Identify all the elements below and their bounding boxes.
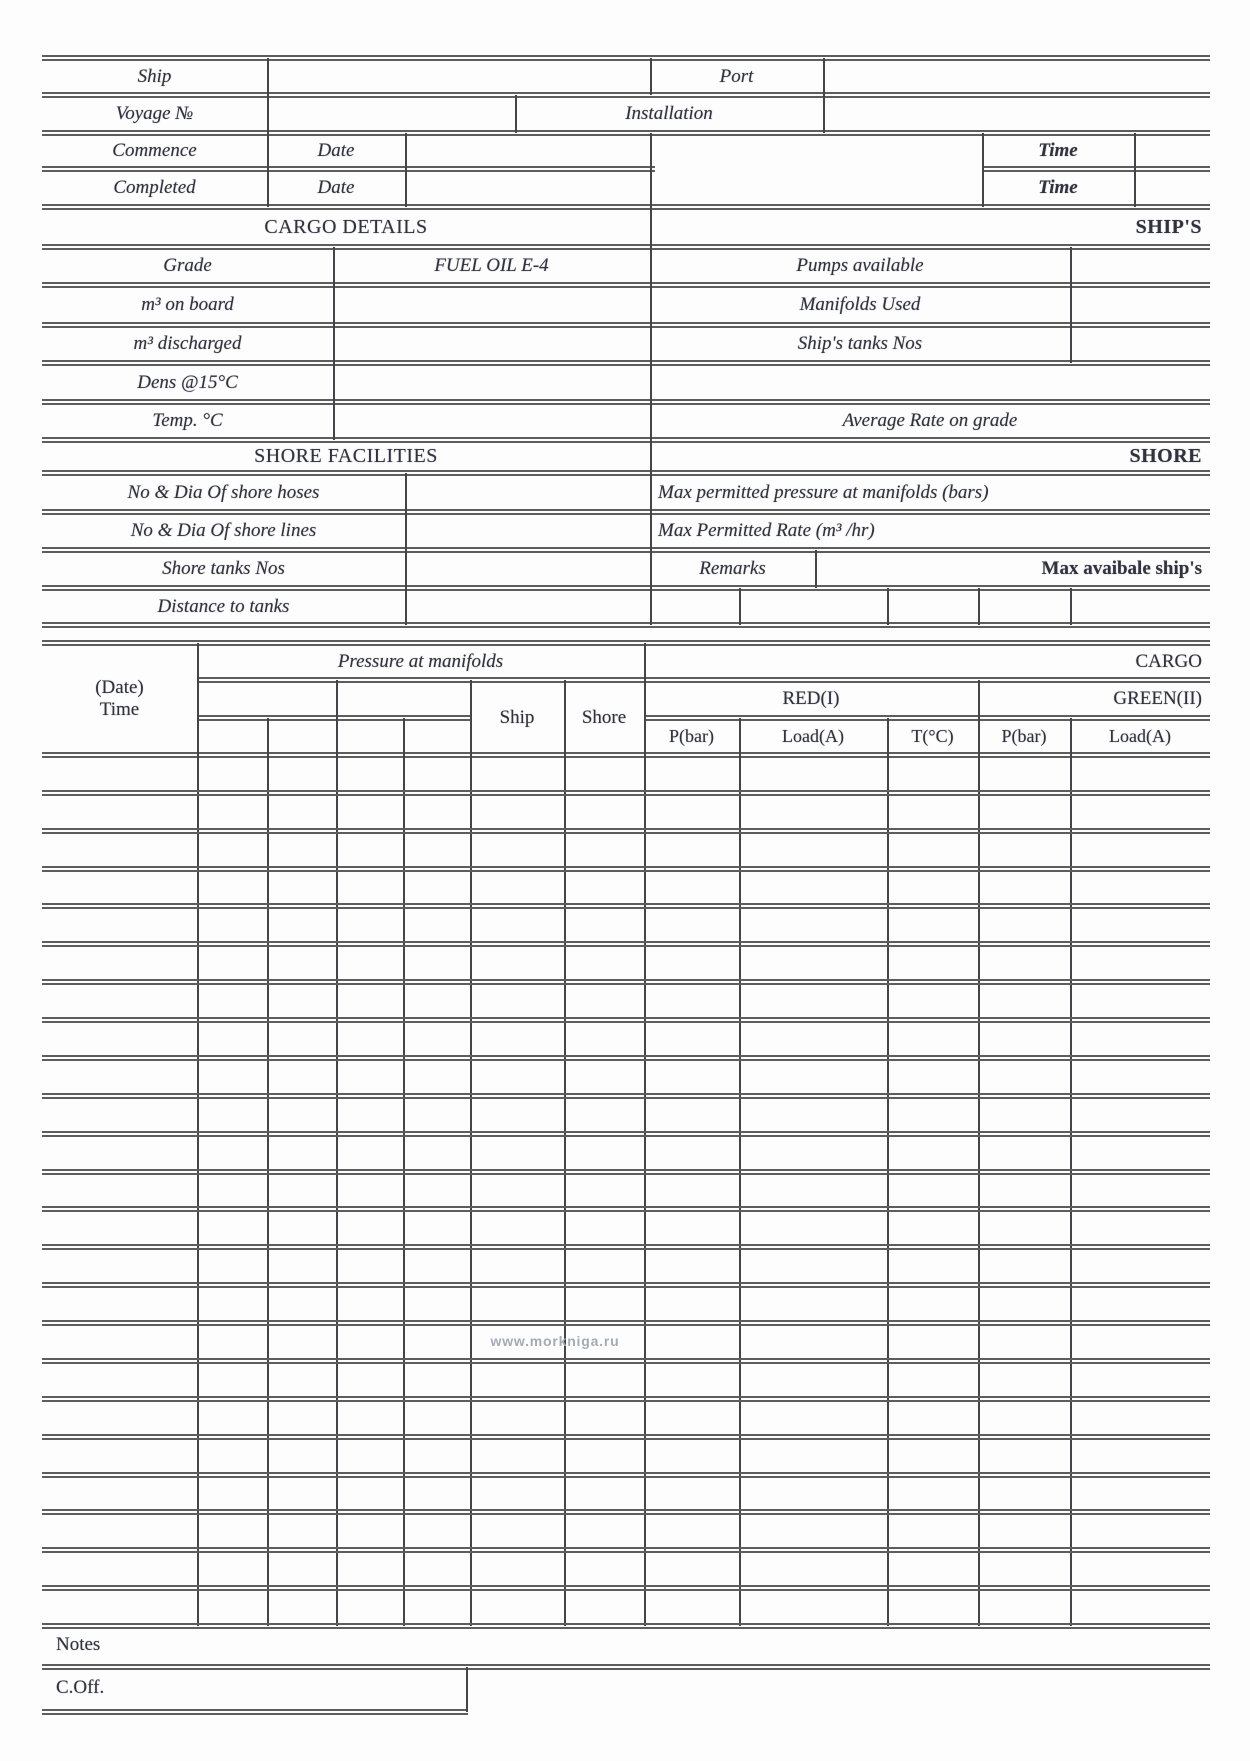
table-row-line: [42, 1244, 1210, 1250]
table-row-line: [42, 1282, 1210, 1288]
watermark: www.morkniga.ru: [490, 1333, 620, 1349]
grid-line: [197, 715, 470, 721]
grid-line: [336, 680, 338, 1626]
shore-facilities-title: SHORE FACILITIES: [254, 445, 438, 467]
cargo-header: CARGO: [1135, 650, 1202, 672]
datetime-line1: (Date): [95, 677, 144, 699]
pumps-available-label: Pumps available: [796, 255, 924, 276]
grid-line: [978, 588, 980, 625]
density-label: Dens @15°C: [137, 371, 238, 393]
table-row-line: [42, 1055, 1210, 1061]
pressure-at-manifolds-header: Pressure at manifolds: [337, 650, 504, 672]
ships-tanks-label: Ship's tanks Nos: [797, 333, 923, 354]
table-row-line: [42, 941, 1210, 947]
table-row-line: [42, 1093, 1210, 1099]
distance-label: Distance to tanks: [157, 595, 290, 617]
commence-date-label: Date: [317, 140, 355, 161]
table-row-line: [42, 1169, 1210, 1175]
grade-label: Grade: [163, 255, 212, 276]
chief-officer-label: C.Off.: [56, 1677, 105, 1698]
table-row-line: [42, 1131, 1210, 1137]
max-available-label: Max avaibale ship's: [1041, 558, 1202, 579]
max-rate-label: Max Permitted Rate (m³ /hr): [658, 520, 875, 541]
shore-column-header: Shore: [581, 706, 627, 728]
datetime-line2: Time: [99, 699, 140, 720]
red-group-header: RED(I): [782, 688, 840, 709]
datetime-column-header: [42, 643, 197, 755]
table-row-line: [42, 979, 1210, 985]
table-row-line: [42, 1434, 1210, 1440]
grid-line: [1070, 588, 1072, 625]
grade-value: FUEL OIL E-4: [434, 255, 549, 276]
shore-section-title: SHORE: [1129, 445, 1202, 467]
grid-line: [1070, 247, 1072, 363]
green-pbar-column-header: P(bar): [1001, 726, 1047, 746]
commence-time-label: Time: [1038, 140, 1078, 161]
ship-label: Ship: [137, 65, 172, 87]
volume-discharged-label: m³ discharged: [133, 333, 242, 354]
installation-label: Installation: [625, 103, 713, 124]
red-pbar-column-header: P(bar): [669, 726, 714, 746]
ship-column-header: Ship: [499, 706, 535, 728]
port-label: Port: [719, 65, 754, 87]
red-load-column-header: Load(A): [782, 726, 844, 746]
completed-time-label: Time: [1038, 177, 1078, 198]
grid-line: [405, 473, 407, 625]
voyage-label: Voyage №: [115, 103, 194, 124]
green-group-header: GREEN(II): [1113, 688, 1202, 709]
grid-line: [1134, 133, 1136, 207]
shore-tanks-label: Shore tanks Nos: [162, 558, 285, 579]
shore-hoses-label: No & Dia Of shore hoses: [127, 481, 320, 503]
table-row-line: [42, 828, 1210, 834]
table-row-line: [42, 903, 1210, 909]
grid-line: [267, 58, 269, 133]
red-temp-column-header: T(°C): [911, 726, 954, 746]
grid-line: [564, 680, 566, 1626]
grid-line: [823, 58, 825, 133]
grid-line: [887, 588, 889, 625]
volume-on-board-label: m³ on board: [141, 294, 234, 315]
completed-date-label: Date: [317, 177, 355, 198]
green-load-column-header: Load(A): [1109, 726, 1171, 746]
shore-lines-label: No & Dia Of shore lines: [130, 520, 317, 541]
table-row-line: [42, 1472, 1210, 1478]
table-row-line: [42, 866, 1210, 872]
table-row-line: [42, 1320, 1210, 1326]
grid-line: [466, 1667, 468, 1712]
grid-line: [978, 680, 980, 1626]
grid-line: [42, 1709, 468, 1715]
table-row-line: [42, 1358, 1210, 1364]
completed-label: Completed: [113, 177, 196, 198]
table-row-line: [42, 1509, 1210, 1515]
temperature-label: Temp. °C: [152, 410, 223, 431]
remarks-label: Remarks: [699, 558, 766, 579]
table-row-line: [42, 1017, 1210, 1023]
table-row-line: [42, 1206, 1210, 1212]
grid-line: [470, 680, 472, 1626]
table-row-line: [42, 1396, 1210, 1402]
commence-label: Commence: [112, 140, 197, 161]
grid-line: [405, 133, 407, 207]
table-row-line: [42, 790, 1210, 796]
ships-section-title: SHIP'S: [1135, 215, 1202, 238]
max-pressure-label: Max permitted pressure at manifolds (bars): [658, 481, 989, 503]
table-row-line: [42, 1547, 1210, 1553]
notes-label: Notes: [56, 1634, 101, 1655]
grid-line: [739, 588, 741, 625]
cargo-details-title: CARGO DETAILS: [264, 215, 428, 238]
manifolds-used-label: Manifolds Used: [799, 294, 921, 315]
grid-line: [650, 133, 652, 207]
average-rate-label: Average Rate on grade: [842, 410, 1018, 431]
table-row-line: [42, 1585, 1210, 1591]
